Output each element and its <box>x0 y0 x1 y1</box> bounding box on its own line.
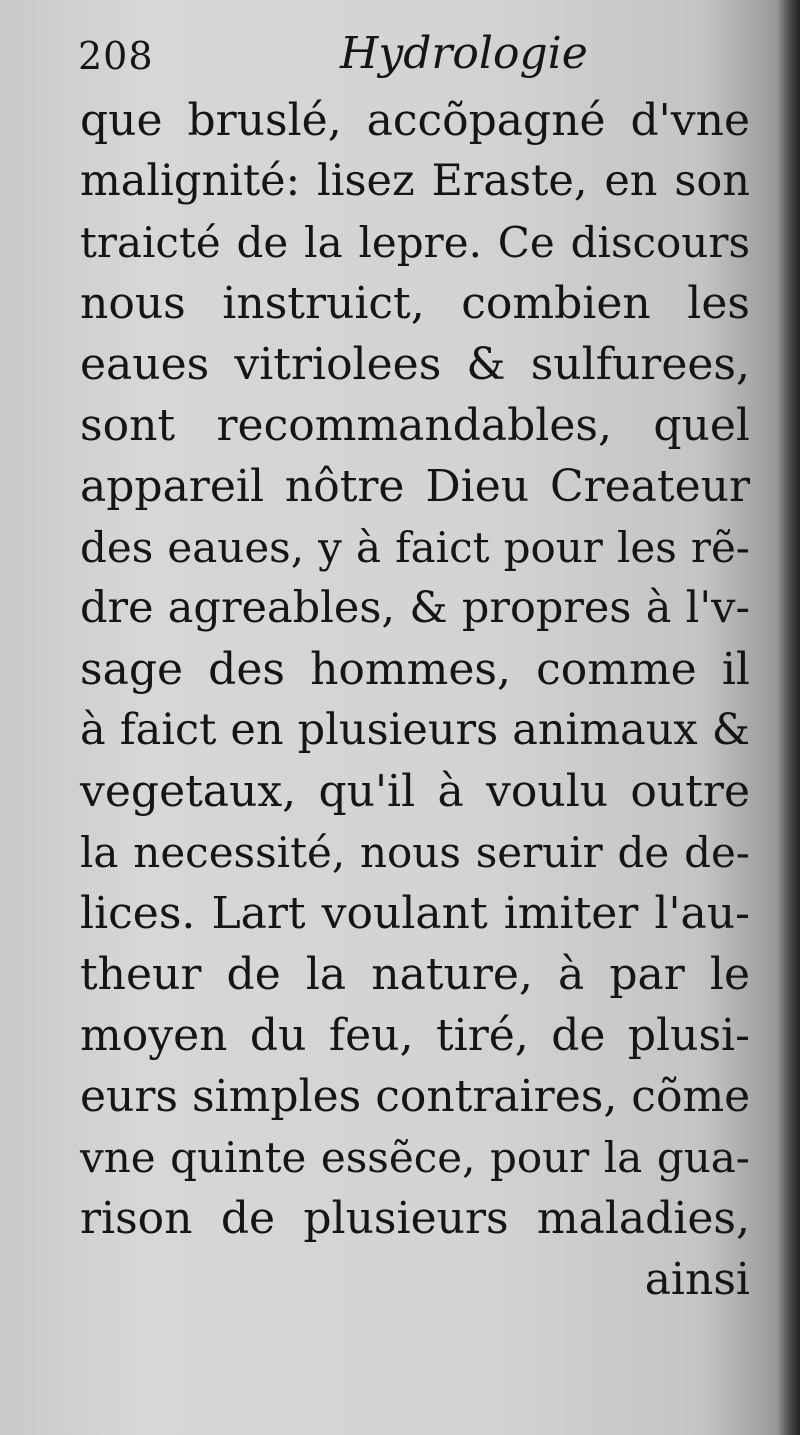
text-line: nous instruict, combien les <box>80 278 750 329</box>
text-line: lices. Lart voulant imiter l'au- <box>80 888 750 939</box>
running-title: Hydrologie <box>340 28 588 79</box>
text-line: des eaues, y à faict pour les rẽ- <box>80 523 750 572</box>
catchword: ainsi <box>644 1254 750 1305</box>
text-line: que bruslé, accõpagné d'vne <box>80 95 750 146</box>
text-line: vne quinte essẽce, pour la gua- <box>80 1133 750 1182</box>
running-head <box>78 28 758 88</box>
text-line: sage des hommes, comme il <box>80 644 750 695</box>
text-line: vegetaux, qu'il à voulu outre <box>80 766 750 817</box>
text-line: à faict en plusieurs animaux & <box>80 705 750 755</box>
page-number: 208 <box>78 34 154 78</box>
text-line: traicté de la lepre. Ce discours <box>80 218 750 267</box>
body-text <box>80 90 750 1310</box>
text-line: sont recommandables, quel <box>80 400 750 451</box>
text-line: eaues vitriolees & sulfurees, <box>80 339 750 390</box>
text-line: malignité: lisez Eraste, en son <box>80 156 750 206</box>
text-line: moyen du feu, tiré, de plusi- <box>80 1010 750 1061</box>
text-line: rison de plusieurs maladies, <box>80 1193 750 1244</box>
text-line: eurs simples contraires, cõme <box>80 1071 751 1122</box>
text-line: dre agreables, & propres à l'v- <box>80 583 750 633</box>
text-line: theur de la nature, à par le <box>80 949 750 1000</box>
text-line: appareil nôtre Dieu Createur <box>80 461 750 512</box>
text-line: la necessité, nous seruir de de- <box>80 828 750 877</box>
